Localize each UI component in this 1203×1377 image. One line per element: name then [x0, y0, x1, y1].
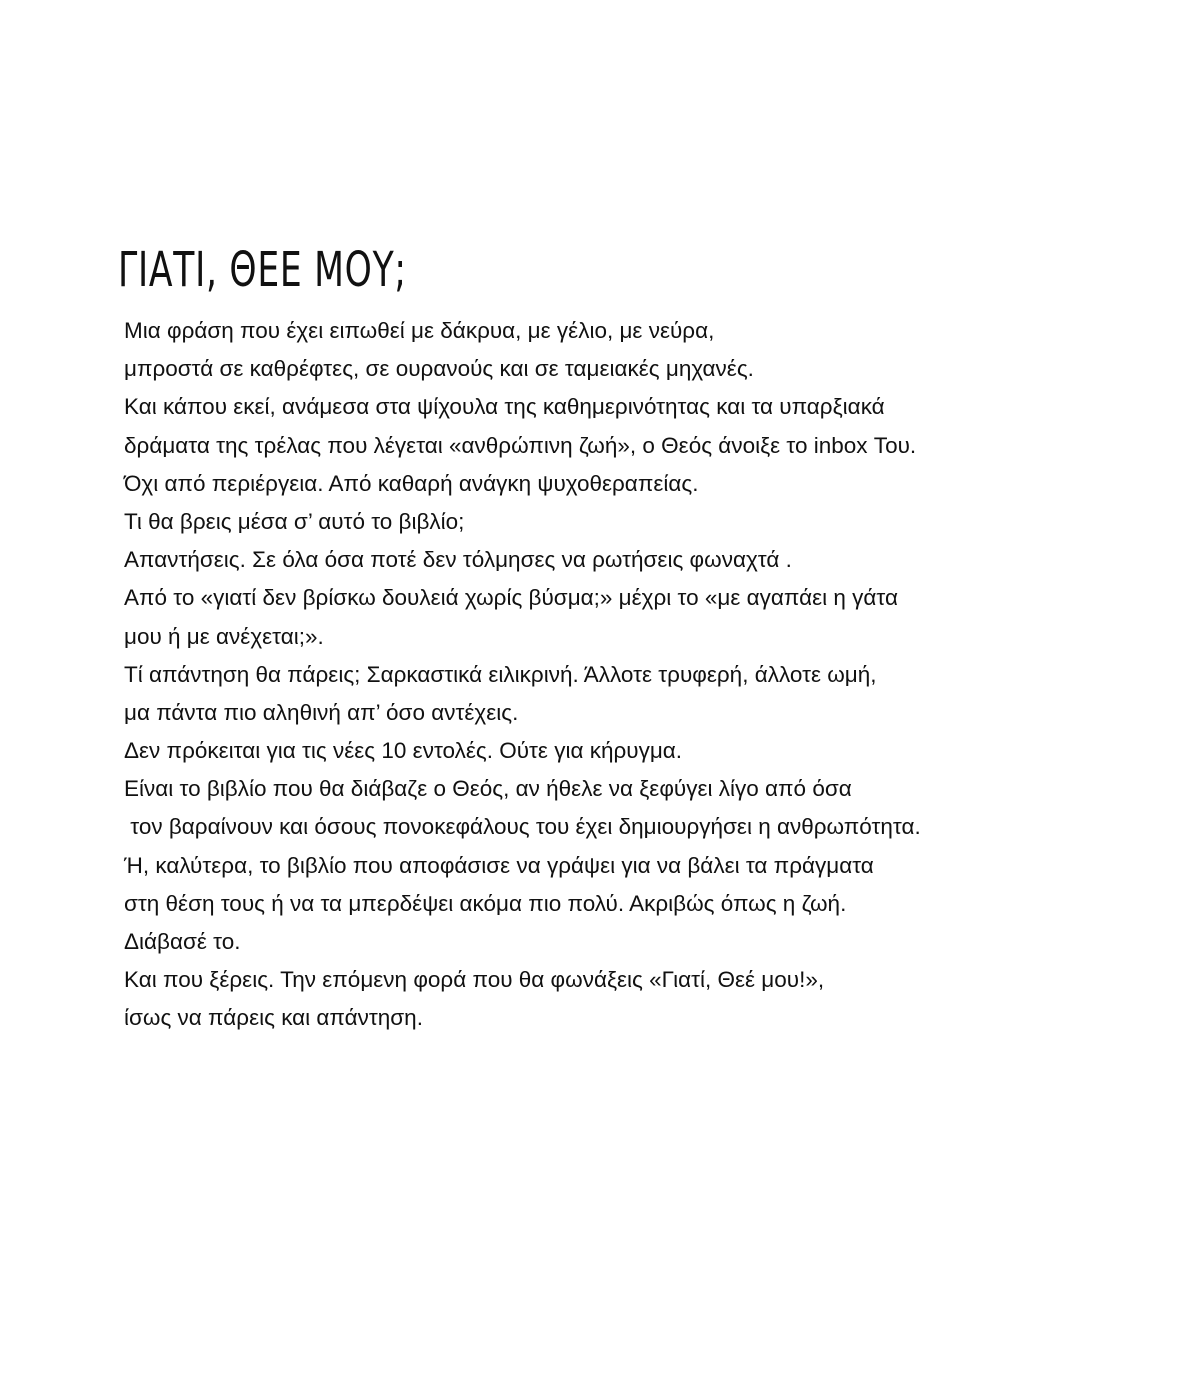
text-line: Δεν πρόκειται για τις νέες 10 εντολές. Ούτε για κήρυγμα. [124, 738, 683, 764]
text-line: Και που ξέρεις. Την επόμενη φορά που θα φωνάξεις «Γιατί, Θεέ μου!», [124, 967, 825, 993]
text-line: μπροστά σε καθρέφτες, σε ουρανούς και σε ταμειακές μηχανές. [124, 356, 754, 382]
text-line: Τί απάντηση θα πάρεις; Σαρκαστικά ειλικρινή. Άλλοτε τρυφερή, άλλοτε ωμή, [124, 661, 877, 687]
text-line: Ή, καλύτερα, το βιβλίο που αποφάσισε να γράψει για να βάλει τα πράγματα [124, 852, 874, 878]
text-line: τον βαραίνουν και όσους πονοκεφάλους του έχει δημιουργήσει η ανθρωπότητα. [124, 814, 921, 840]
text-line: Μια φράση που έχει ειπωθεί με δάκρυα, με γέλιο, με νεύρα, [124, 318, 715, 343]
text-line: μα πάντα πιο αληθινή απ’ όσο αντέχεις. [124, 699, 519, 725]
text-line: μου ή με ανέχεται;». [124, 623, 324, 649]
text-line: Και κάπου εκεί, ανάμεσα στα ψίχουλα της καθημερινότητας και τα υπαρξιακά [124, 394, 885, 420]
page-title: ΓΙΑΤΙ, ΘΕΕ ΜΟΥ; [118, 242, 407, 298]
text-line: δράματα της τρέλας που λέγεται «ανθρώπινη ζωή», ο Θεός άνοιξε το inbox Του. [124, 432, 917, 458]
blurb-text [124, 312, 1184, 1038]
text-line: Από το «γιατί δεν βρίσκω δουλειά χωρίς βύσμα;» μέχρι το «με αγαπάει η γάτα [124, 585, 898, 611]
text-line: Απαντήσεις. Σε όλα όσα ποτέ δεν τόλμησες να ρωτήσεις φωναχτά . [124, 547, 792, 573]
text-line: Διάβασέ το. [124, 929, 241, 954]
text-line: ίσως να πάρεις και απάντηση. [124, 1005, 423, 1031]
text-line: Είναι το βιβλίο που θα διάβαζε ο Θεός, αν ήθελε να ξεφύγει λίγο από όσα [124, 776, 852, 802]
text-line: Τι θα βρεις μέσα σ’ αυτό το βιβλίο; [124, 508, 465, 534]
text-line: στη θέση τους ή να τα μπερδέψει ακόμα πιο πολύ. Ακριβώς όπως η ζωή. [124, 890, 847, 916]
text-line: Όχι από περιέργεια. Από καθαρή ανάγκη ψυχοθεραπείας. [124, 470, 699, 496]
